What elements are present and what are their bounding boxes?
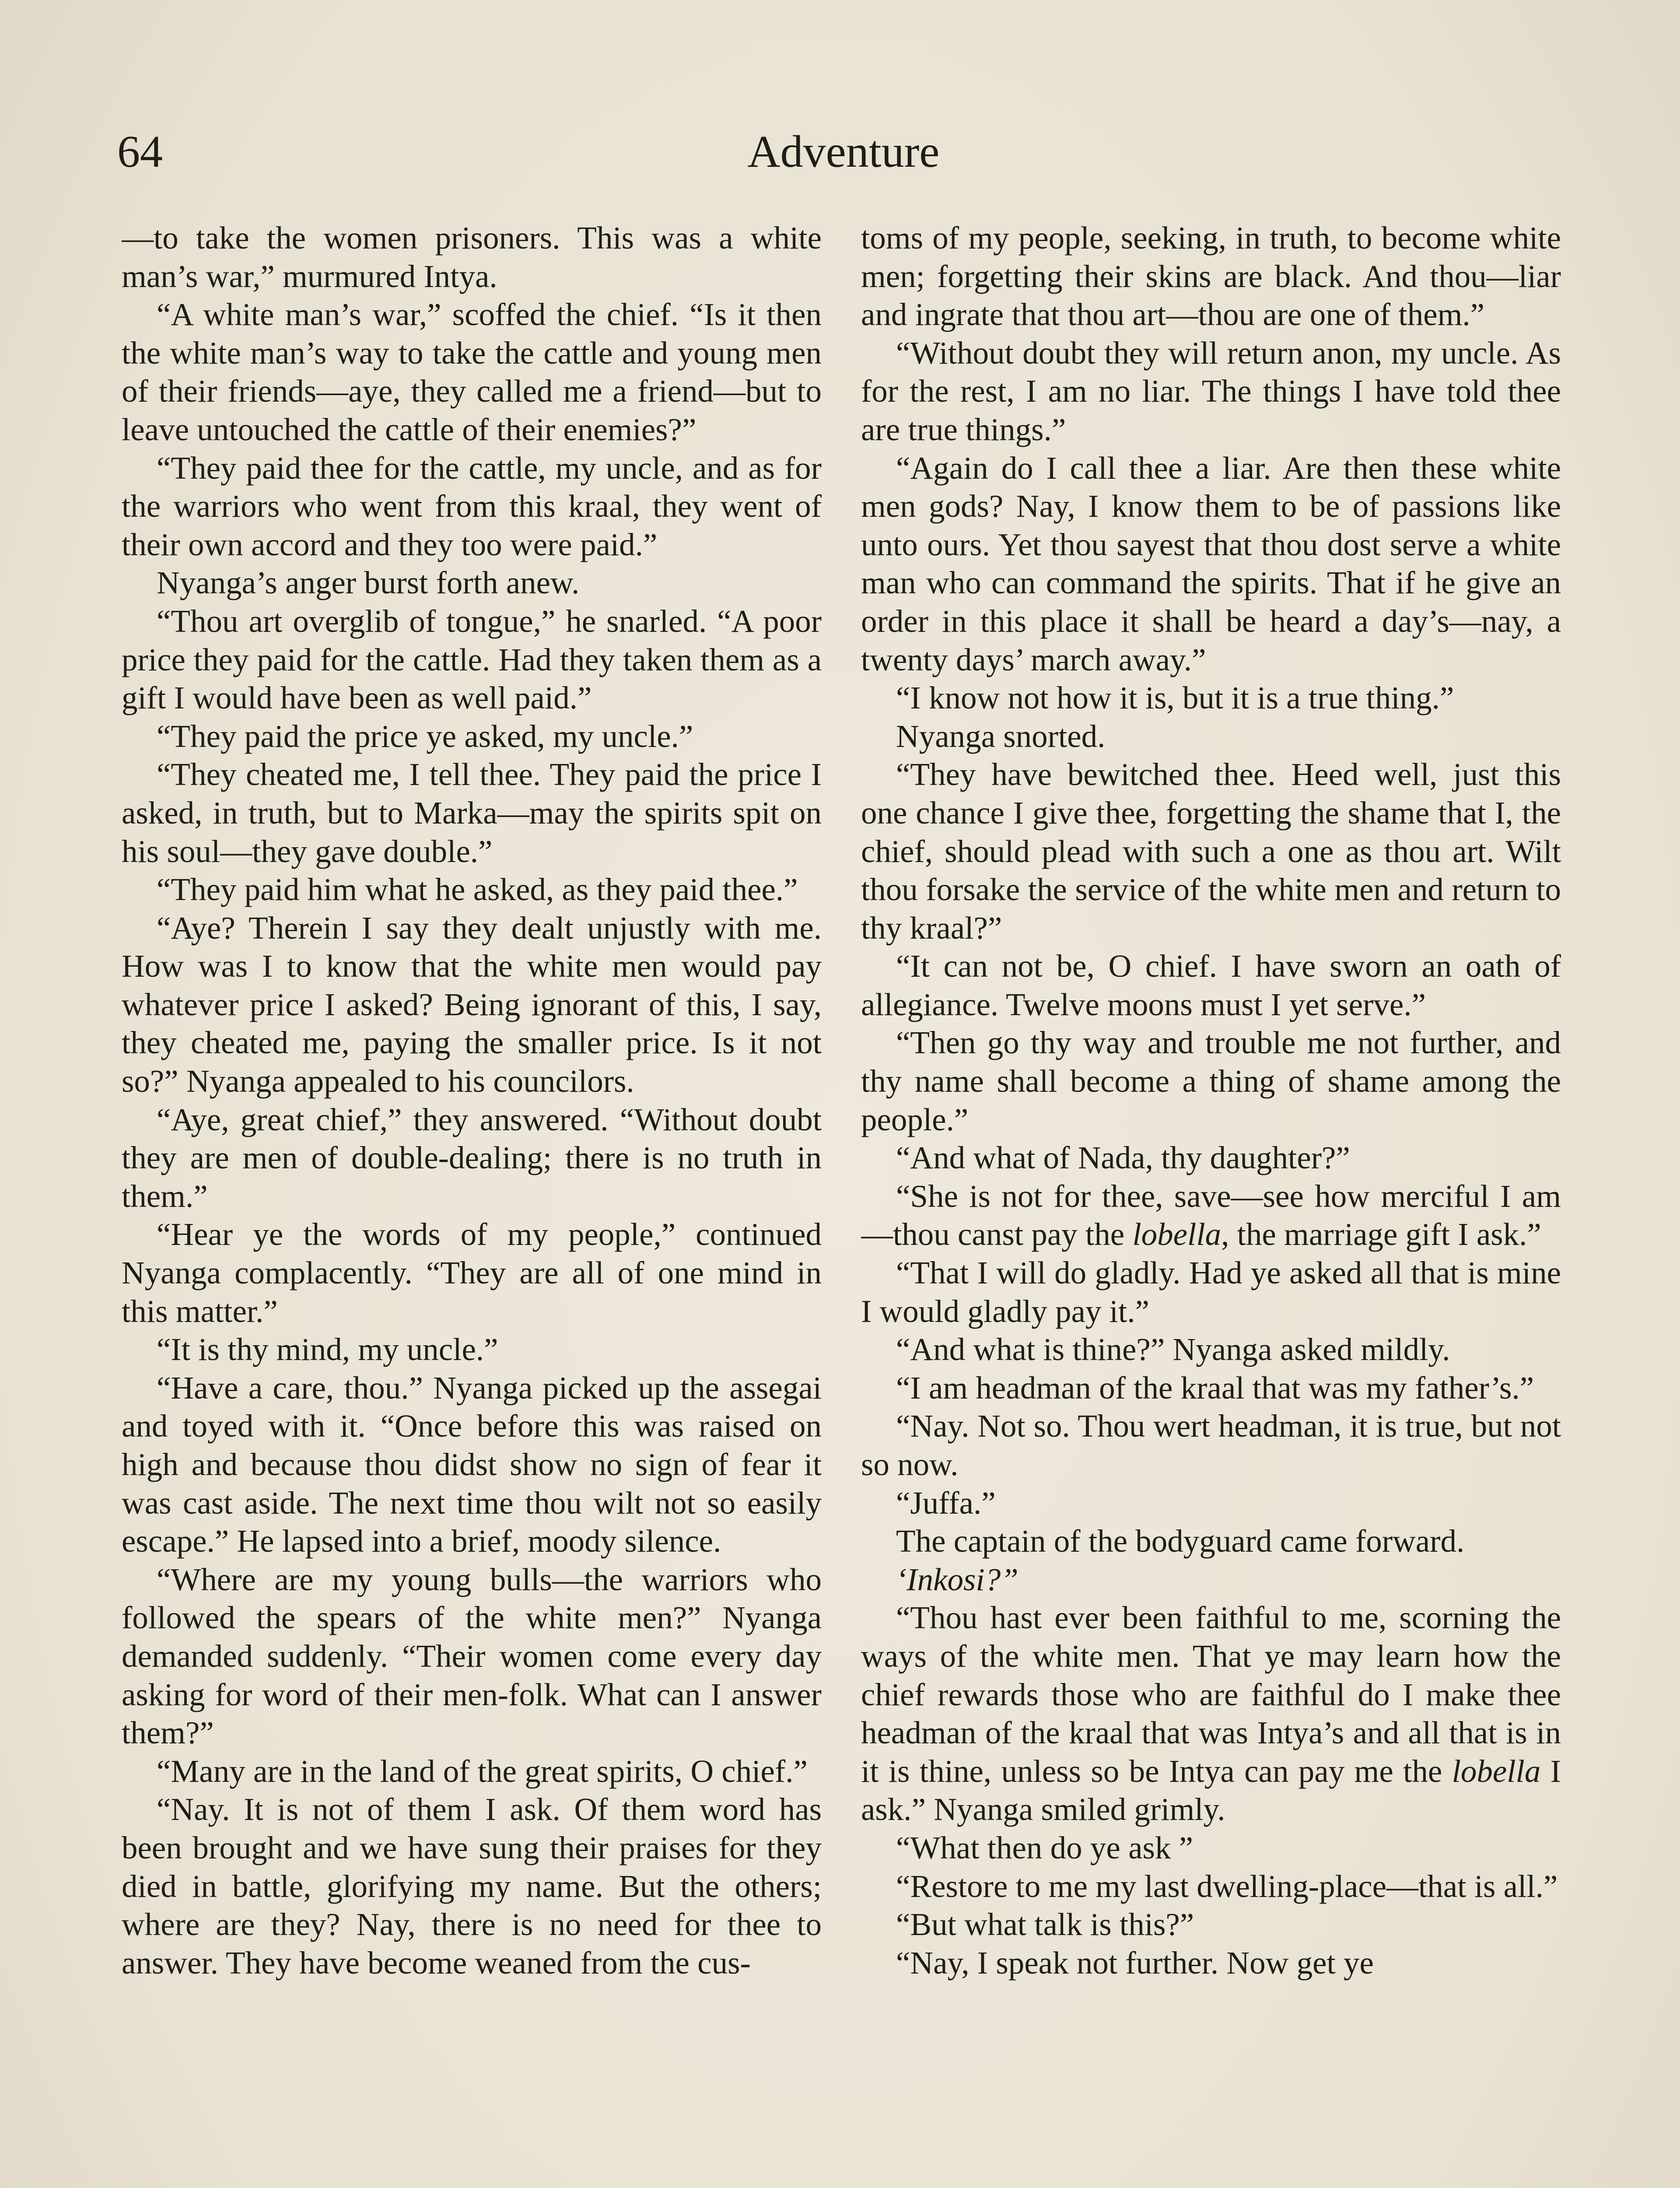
paragraph: “Where are my young bulls—the warriors who followed the spears of the white men?” Nyanga demanded suddenly. “Their women come every day asking for word of their men-folk. What can I answer them?”	[122, 1561, 822, 1751]
paragraph: “Nay. It is not of them I ask. Of them word has been brought and we have sung their praises for they died in battle, glorifying my name. But the others; where are they? Nay, there is no need for thee to answer. They have become weaned from the cus-	[122, 1792, 822, 1981]
paragraph: “Without doubt they will return anon, my uncle. As for the rest, I am no liar. The things I have told thee are true things.”	[861, 335, 1561, 447]
paragraph: “It is thy mind, my uncle.”	[157, 1332, 498, 1368]
paragraph: “They paid thee for the cattle, my uncle, and as for the warriors who went from this kraal, they went of their own accord and they too were paid.”	[122, 450, 822, 562]
paragraph: “What then do ye ask ”	[896, 1830, 1194, 1865]
paragraph: “But what talk is this?”	[896, 1907, 1194, 1943]
paragraph	[861, 1177, 1561, 1254]
paragraph: “Restore to me my last dwelling-place—that is all.”	[896, 1868, 1558, 1904]
paragraph-text: “Thou hast ever been faithful to me, scorning the ways of the white men. That ye may learn how the chief rewards those who are faithful do I make thee headman of the kraal that was Intya’s and all that is in it is thine, unless so be Intya can pay me the	[861, 1600, 1561, 1789]
paragraph: “Then go thy way and trouble me not further, and thy name shall become a thing of shame among the people.”	[861, 1025, 1561, 1137]
paragraph-text: I ask.” Nyanga smiled grimly.	[861, 1753, 1561, 1827]
paragraph: “I am headman of the kraal that was my father’s.”	[896, 1370, 1534, 1406]
paragraph: “Juffa.”	[896, 1485, 996, 1521]
running-title: Adventure	[747, 126, 940, 177]
italic-word: ‘Inkosi?”	[896, 1561, 1018, 1597]
paragraph: “They paid the price ye asked, my uncle.”	[157, 718, 693, 754]
paragraph: “Thou art overglib of tongue,” he snarled. “A poor price they paid for the cattle. Had they taken them as a gift I would have been as well paid.”	[122, 603, 822, 716]
paragraph: “Again do I call thee a liar. Are then these white men gods? Nay, I know them to be of passions like unto ours. Yet thou sayest that thou dost serve a white man who can command the spirits. That if he give an order in this place it shall be heard a day’s—nay, a twenty days’ march away.”	[861, 450, 1561, 677]
paragraph: —to take the women prisoners. This was a white man’s war,” murmured Intya.	[122, 220, 822, 294]
paragraph-text: “She is not for thee, save—see how merciful I am—thou canst pay the	[861, 1178, 1561, 1252]
paragraph: “That I will do gladly. Had ye asked all that is mine I would gladly pay it.”	[861, 1255, 1561, 1329]
paragraph: “Aye, great chief,” they answered. “Without doubt they are men of double-dealing; there is no truth in them.”	[122, 1101, 822, 1214]
paragraph: “I know not how it is, but it is a true thing.”	[896, 680, 1454, 716]
paragraph: “They paid him what he asked, as they paid thee.”	[157, 872, 798, 908]
paragraph: “They cheated me, I tell thee. They paid the price I asked, in truth, but to Marka—may the spirits spit on his soul—they gave double.”	[122, 757, 822, 869]
italic-word: lobella	[1132, 1217, 1222, 1252]
page-header	[117, 123, 1570, 180]
paragraph	[861, 1560, 1561, 1599]
paragraph: “A white man’s war,” scoffed the chief. “Is it then the white man’s way to take the cattle and young men of their friends—aye, they called me a friend—but to leave untouched the cattle of their enemies?”	[122, 297, 822, 447]
paragraph: “And what is thine?” Nyanga asked mildly.	[896, 1332, 1450, 1368]
paragraph: “Have a care, thou.” Nyanga picked up the assegai and toyed with it. “Once before this was raised on high and because thou didst show no sign of fear it was cast aside. The next time thou wilt not so easily escape.” He lapsed into a brief, moody silence.	[122, 1370, 822, 1559]
paragraph-text: , the marriage gift I ask.”	[1221, 1217, 1541, 1252]
paragraph: Nyanga’s anger burst forth anew.	[157, 565, 580, 601]
paragraph: “Hear ye the words of my people,” continued Nyanga complacently. “They are all of one mind in this matter.”	[122, 1217, 822, 1329]
paragraph: “And what of Nada, thy daughter?”	[896, 1140, 1350, 1176]
paragraph: “Many are in the land of the great spirits, O chief.”	[157, 1753, 808, 1789]
page-number: 64	[117, 126, 163, 177]
paragraph: toms of my people, seeking, in truth, to become white men; forgetting their skins are black. And thou—liar and ingrate that thou art—thou are one of them.”	[861, 220, 1561, 333]
paragraph: “It can not be, O chief. I have sworn an oath of allegiance. Twelve moons must I yet serve.”	[861, 948, 1561, 1022]
paragraph	[861, 1599, 1561, 1829]
paragraph: “They have bewitched thee. Heed well, just this one chance I give thee, forgetting the shame that I, the chief, should plead with such a one as thou art. Wilt thou forsake the service of the white men and return to thy kraal?”	[861, 757, 1561, 946]
paragraph: “Aye? Therein I say they dealt unjustly with me. How was I to know that the white men would pay whatever price I asked? Being ignorant of this, I say, they cheated me, paying the smaller price. Is it not so?” Nyanga appealed to his councilors.	[122, 910, 822, 1099]
paragraph: “Nay, I speak not further. Now get ye	[896, 1945, 1374, 1981]
paragraph: Nyanga snorted.	[896, 718, 1106, 754]
italic-word: lobella	[1452, 1753, 1541, 1789]
right-column	[861, 219, 1561, 2188]
paragraph: The captain of the bodyguard came forward.	[896, 1523, 1465, 1559]
paragraph: “Nay. Not so. Thou wert headman, it is true, but not so now.	[861, 1408, 1561, 1482]
left-column	[122, 219, 822, 2188]
